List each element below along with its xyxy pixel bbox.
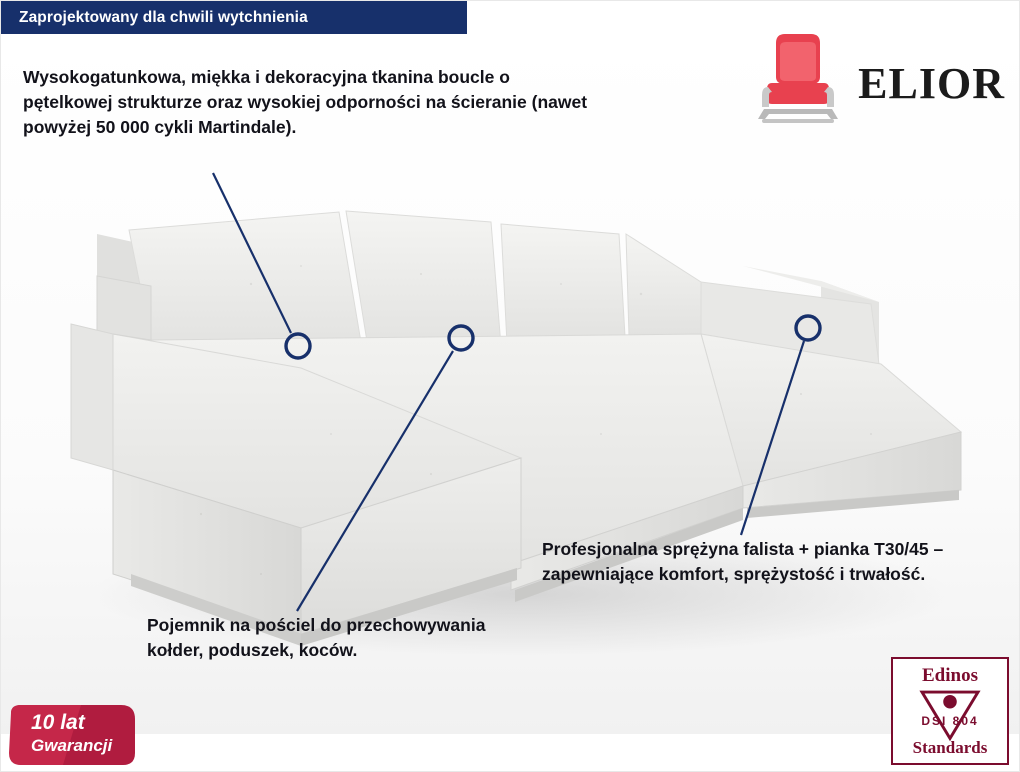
- page-title: Zaprojektowany dla chwili wytchnienia: [19, 8, 308, 26]
- edinos-standards-label: Standards: [912, 738, 988, 757]
- edinos-name: Edinos: [922, 665, 978, 686]
- red-armchair-icon: [750, 31, 846, 137]
- callout-spring-text: Profesjonalna sprężyna falista + pianka T30/45 – zapewniające komfort, sprężystość i trwałość.: [542, 539, 944, 584]
- brand-block: [750, 31, 1005, 137]
- edinos-standards-badge: [891, 657, 1009, 765]
- callout-storage-text: Pojemnik na pościel do przechowywania kołder, poduszek, koców.: [147, 615, 486, 660]
- header-banner: [1, 1, 467, 34]
- warranty-badge: [9, 703, 139, 767]
- callout-fabric-text: Wysokogatunkowa, miękka i dekoracyjna tkanina boucle o pętelkowej strukturze oraz wysokiej odporności na ścieranie (nawet powyżej 50 000 cykli Martindale).: [23, 67, 588, 137]
- warranty-label: Gwarancji: [31, 736, 113, 755]
- edinos-code: DSI 804: [921, 714, 979, 728]
- brand-name: ELIOR: [858, 59, 1005, 108]
- warranty-years: 10 lat: [31, 711, 85, 734]
